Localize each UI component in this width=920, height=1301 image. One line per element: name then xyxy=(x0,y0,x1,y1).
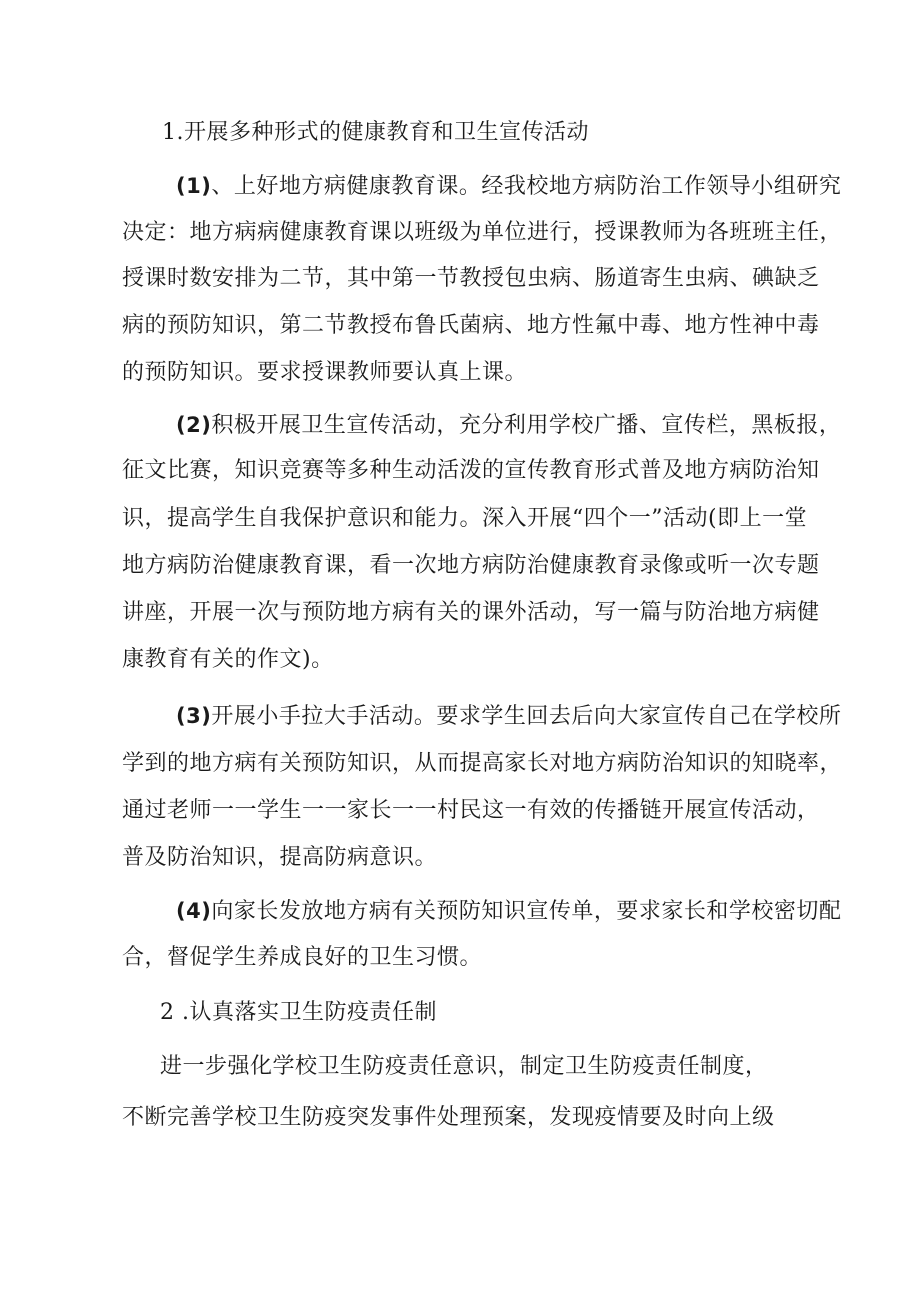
paragraph-3-line-1 xyxy=(176,701,841,732)
paragraph-1-line-2: 决定：地方病病健康教育课以班级为单位进行，授课教师为各班班主任， xyxy=(122,220,843,245)
paragraph-1-line-5: 的预防知识。要求授课教师要认真上课。 xyxy=(122,360,528,385)
paragraph-3-line-4: 普及防治知识，提高防病意识。 xyxy=(122,845,438,870)
paragraph-1-line-4: 病的预防知识，第二节教授布鲁氏菌病、地方性氟中毒、地方性神中毒 xyxy=(122,313,820,338)
item-number: (4) xyxy=(176,899,212,923)
paragraph-text: 积极开展卫生宣传活动，充分利用学校广播、宣传栏，黑板报， xyxy=(211,413,842,438)
paragraph-2-line-2: 征文比赛，知识竞赛等多种生动活泼的宣传教育形式普及地方病防治知 xyxy=(122,458,820,483)
item-number: (3) xyxy=(176,704,212,728)
paragraph-text: 向家长发放地方病有关预防知识宣传单，要求家长和学校密切配 xyxy=(211,899,842,924)
paragraph-2-line-5: 讲座，开展一次与预防地方病有关的课外活动，写一篇与防治地方病健 xyxy=(122,600,820,625)
paragraph-2-line-3: 识，提高学生自我保护意识和能力。深入开展“四个一”活动(即上一堂 xyxy=(122,506,808,531)
paragraph-5-line-1: 进一步强化学校卫生防疫责任意识，制定卫生防疫责任制度， xyxy=(160,1054,768,1079)
paragraph-4-line-1 xyxy=(176,896,841,927)
paragraph-2-line-6: 康教育有关的作文)。 xyxy=(122,647,334,672)
paragraph-4-line-2: 合，督促学生养成良好的卫生习惯。 xyxy=(122,945,483,970)
paragraph-5-line-2: 不断完善学校卫生防疫突发事件处理预案，发现疫情要及时向上级 xyxy=(122,1105,775,1130)
paragraph-text: 、上好地方病健康教育课。经我校地方病防治工作领导小组研究 xyxy=(211,174,842,199)
paragraph-1-line-3: 授课时数安排为二节，其中第一节教授包虫病、肠道寄生虫病、碘缺乏 xyxy=(122,266,820,291)
paragraph-text: 开展小手拉大手活动。要求学生回去后向大家宣传自己在学校所 xyxy=(211,704,842,729)
paragraph-2-line-4: 地方病防治健康教育课，看一次地方病防治健康教育录像或听一次专题 xyxy=(122,553,820,578)
paragraph-2-line-1 xyxy=(176,410,841,441)
paragraph-1-line-1 xyxy=(176,171,841,202)
paragraph-3-line-2: 学到的地方病有关预防知识，从而提高家长对地方病防治知识的知晓率， xyxy=(122,751,843,776)
section-heading-1: 1.开展多种形式的健康教育和卫生宣传活动 xyxy=(162,120,589,145)
item-number: (1) xyxy=(176,174,212,198)
paragraph-3-line-3: 通过老师一一学生一一家长一一村民这一有效的传播链开展宣传活动， xyxy=(122,798,820,823)
item-number: (2) xyxy=(176,413,212,437)
section-heading-2: 2 .认真落实卫生防疫责任制 xyxy=(160,1000,437,1025)
